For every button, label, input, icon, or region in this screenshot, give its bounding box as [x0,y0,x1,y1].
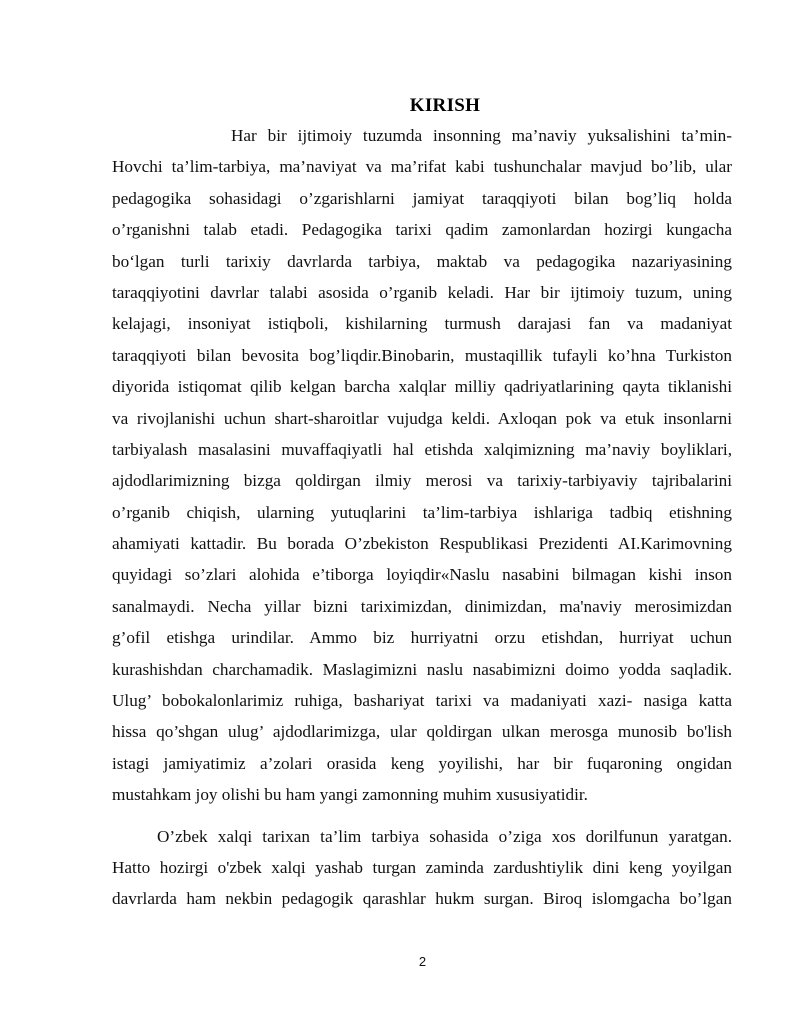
document-body [112,120,732,915]
text-line: bo‘lgan turli tarixiy davrlarda tarbiya, maktab va pedagogika nazariyasining [112,251,732,271]
text-line: davrlarda ham nekbin pedagogik qarashlar hukm surgan. Biroq islomgacha bo’lgan [112,889,732,909]
text-line: diyorida istiqomat qilib kelgan barcha xalqlar milliy qadriyatlarining qayta tiklanishi [112,377,732,397]
text-line: kelajagi, insoniyat istiqboli, kishilarning turmush darajasi fan va madaniyat [112,314,732,334]
text-line: ahamiyati kattadir. Bu borada O’zbekiston Respublikasi Prezidenti AI.Karimovning [112,534,732,554]
text-line: Hatto hozirgi o'zbek xalqi yashab turgan zaminda zardushtiylik dini keng yoyilgan [112,857,732,877]
paragraph-2 [112,821,732,915]
text-line: istagi jamiyatimiz a’zolari orasida keng yoyilishi, har bir fuqaroning ongidan [112,753,732,773]
text-line: g’ofil etishga urindilar. Ammo biz hurriyatni orzu etishdan, hurriyat uchun [112,628,732,648]
text-line: o’rganishni talab etadi. Pedagogika tarixi qadim zamonlardan hozirgi kungacha [112,220,732,240]
paragraph-1 [112,120,732,811]
text-line: sanalmaydi. Necha yillar bizni tariximizdan, dinimizdan, ma'naviy merosimizdan [112,596,732,616]
text-line: kurashishdan charchamadik. Maslagimizni naslu nasabimizni doimo yodda saqladik. [112,659,732,679]
text-line: quyidagi so’zlari alohida e’tiborga loyiqdir«Naslu nasabini bilmagan kishi inson [112,565,732,585]
page-number: 2 [418,954,427,969]
text-line: mustahkam joy olishi bu ham yangi zamonning muhim xususiyatidir. [112,785,588,805]
text-line: Hovchi ta’lim-tarbiya, ma’naviyat va ma’rifat kabi tushunchalar mavjud bo’lib, ular [112,157,732,177]
text-line: pedagogika sohasidagi o’zgarishlarni jamiyat taraqqiyoti bilan bog’liq holda [112,188,732,208]
text-line: O’zbek xalqi tarixan ta’lim tarbiya sohasida o’ziga xos dorilfunun yaratgan. [157,826,732,846]
text-line: va rivojlanishi uchun shart-sharoitlar vujudga keldi. Axloqan pok va etuk insonlarni [112,408,732,428]
text-line: hissa qo’shgan ulug’ ajdodlarimizga, ular qoldirgan ulkan merosga munosib bo'lish [112,722,732,742]
text-line: taraqqiyotini davrlar talabi asosida o’rganib keladi. Har bir ijtimoiy tuzum, uning [112,282,732,302]
text-line: ajdodlarimizning bizga qoldirgan ilmiy merosi va tarixiy-tarbiyaviy tajribalarini [112,471,732,491]
text-line: Har bir ijtimoiy tuzumda insonning ma’naviy yuksalishini ta’min- [231,126,732,145]
document-title: KIRISH [409,95,481,116]
text-line: tarbiyalash masalasini muvaffaqiyatli hal etishda xalqimizning ma’naviy boyliklari, [112,439,732,459]
text-line: taraqqiyoti bilan bevosita bog’liqdir.Binobarin, mustaqillik tufayli ko’hna Turkiston [112,345,732,365]
text-line: o’rganib chiqish, ularning yutuqlarini ta’lim-tarbiya ishlariga tadbiq etishning [112,502,732,522]
text-line: Ulug’ bobokalonlarimiz ruhiga, bashariyat tarixi va madaniyati xazi- nasiga katta [112,691,732,711]
